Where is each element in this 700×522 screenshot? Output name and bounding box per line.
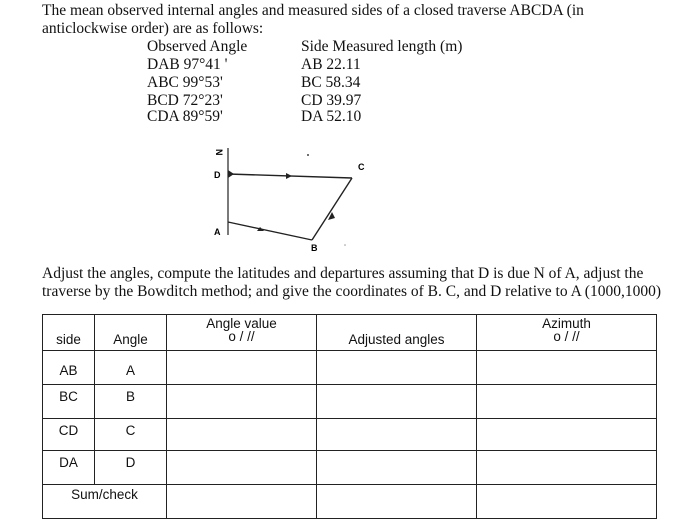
header-azimuth: Azimuth <box>542 316 591 331</box>
side-da: DA 52.10 <box>301 108 362 125</box>
angle-dab: DAB 97°41 ' <box>147 56 228 73</box>
angle-label-b: B <box>125 389 135 404</box>
angle-bcd: BCD 72°23' <box>147 92 223 109</box>
angle-cell <box>95 351 167 385</box>
arrow-dc <box>286 173 292 179</box>
stray-dot <box>307 154 309 156</box>
angle-label-a: A <box>125 363 135 378</box>
azimuth-input[interactable] <box>477 419 657 451</box>
side-cell <box>43 451 95 485</box>
side-ab: AB 22.11 <box>301 56 361 73</box>
point-label-c: C <box>358 162 365 172</box>
angle-value-sum-input[interactable] <box>167 485 317 519</box>
table-row <box>43 385 657 419</box>
traverse-line-ba <box>228 222 312 240</box>
side-label-ab: AB <box>59 363 78 378</box>
header-angle-value: Angle value <box>206 316 277 331</box>
intro-line-2: anticlockwise order) are as follows: <box>42 20 264 37</box>
sum-check-label: Sum/check <box>71 487 138 502</box>
header-angle-value-units: o / // <box>228 329 255 344</box>
side-label-cd: CD <box>58 423 79 438</box>
table-header-row <box>43 315 657 351</box>
intro-line-1: The mean observed internal angles and measured sides of a closed traverse ABCDA (in <box>42 2 584 19</box>
header-azimuth-cell <box>477 315 657 351</box>
header-azimuth-units: o / // <box>553 329 580 344</box>
north-label: N <box>214 149 224 156</box>
sides-header: Side Measured length (m) <box>301 38 463 55</box>
angle-label-d: D <box>125 455 136 470</box>
answer-table <box>42 314 657 519</box>
traverse-line-cb <box>312 178 352 240</box>
angle-cell <box>95 385 167 419</box>
header-angle-value-cell <box>167 315 317 351</box>
angle-cell <box>95 451 167 485</box>
instructions-line-1: Adjust the angles, compute the latitudes and departures assuming that D is due N of A, adjust the <box>42 265 644 282</box>
side-label-da: DA <box>59 455 78 470</box>
side-cell <box>43 385 95 419</box>
adjusted-angle-sum-input[interactable] <box>317 485 477 519</box>
header-angle: Angle <box>113 332 148 347</box>
azimuth-input[interactable] <box>477 385 657 419</box>
angle-value-input[interactable] <box>167 419 317 451</box>
azimuth-input[interactable] <box>477 351 657 385</box>
angle-cda: CDA 89°59' <box>147 108 223 125</box>
angle-cell <box>95 419 167 451</box>
table-footer-row <box>43 485 657 519</box>
angle-abc: ABC 99°53' <box>147 74 223 91</box>
azimuth-input[interactable] <box>477 451 657 485</box>
table-row <box>43 351 657 385</box>
adjusted-angle-input[interactable] <box>317 419 477 451</box>
header-side-cell <box>43 315 95 351</box>
header-side: side <box>56 332 81 347</box>
side-label-bc: BC <box>59 389 78 404</box>
traverse-diagram <box>200 140 370 260</box>
angle-label-c: C <box>125 423 136 438</box>
stray-dot <box>344 244 346 246</box>
azimuth-sum-input[interactable] <box>477 485 657 519</box>
header-adjusted-cell <box>317 315 477 351</box>
adjusted-angle-input[interactable] <box>317 451 477 485</box>
angle-value-input[interactable] <box>167 385 317 419</box>
angles-header: Observed Angle <box>147 38 248 55</box>
side-cell <box>43 419 95 451</box>
point-d-marker <box>228 170 234 178</box>
header-angle-cell <box>95 315 167 351</box>
instructions-line-2: traverse by the Bowditch method; and give the coordinates of B. C, and D relative to A (1000,1000) <box>42 283 662 300</box>
adjusted-angle-input[interactable] <box>317 385 477 419</box>
sum-check-cell <box>43 485 167 519</box>
angle-value-input[interactable] <box>167 351 317 385</box>
table-row <box>43 451 657 485</box>
table-row <box>43 419 657 451</box>
adjusted-angle-input[interactable] <box>317 351 477 385</box>
angle-value-input[interactable] <box>167 451 317 485</box>
side-bc: BC 58.34 <box>301 74 361 91</box>
header-adjusted-angles: Adjusted angles <box>348 332 445 347</box>
point-label-b: B <box>311 243 318 253</box>
point-label-a: A <box>214 227 221 237</box>
side-cell <box>43 351 95 385</box>
side-cd: CD 39.97 <box>301 92 362 109</box>
point-label-d: D <box>214 170 221 180</box>
